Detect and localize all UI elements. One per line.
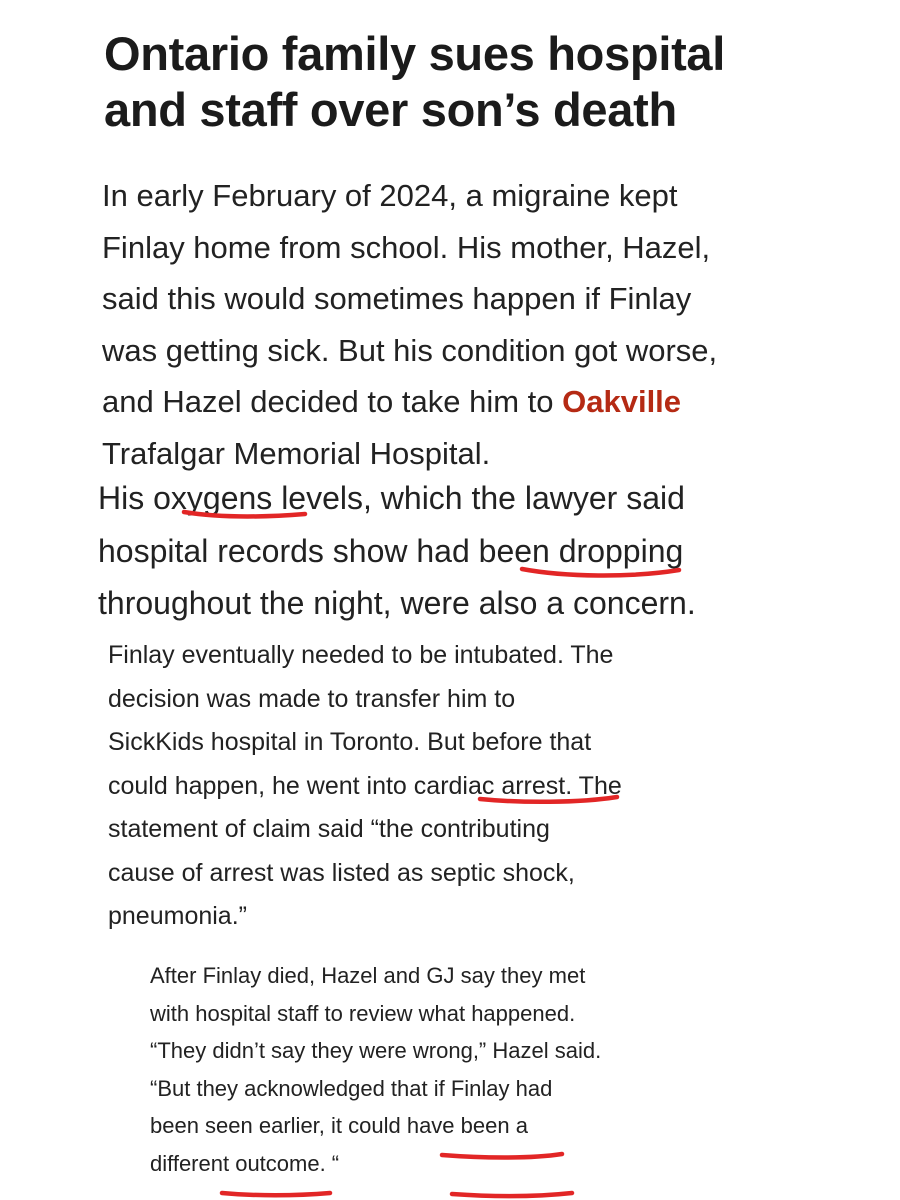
paragraph-2 (98, 472, 696, 630)
paragraph-4 (150, 957, 601, 1182)
paragraph-3-line: decision was made to transfer him to (108, 684, 516, 713)
paragraph-1-line-text: and Hazel decided to take him to (102, 384, 563, 419)
paragraph-1-line: said this would sometimes happen if Finlay (102, 281, 692, 316)
paragraph-3-line: SickKids hospital in Toronto. But before that (108, 728, 592, 756)
paragraph-4-line: different outcome. “ (150, 1150, 340, 1176)
paragraph-1-line: Trafalgar Memorial Hospital. (102, 435, 491, 471)
paragraph-4-line: “They didn’t say they were wrong,” Hazel said. (150, 1038, 602, 1063)
underline-fragment-left (222, 1193, 330, 1195)
oakville-link[interactable]: Oakville (562, 384, 682, 419)
paragraph-4-line: After Finlay died, Hazel and GJ say they met (150, 963, 586, 988)
paragraph-1-line (102, 376, 717, 428)
paragraph-4-line: with hospital staff to review what happened. (150, 1000, 576, 1026)
underline-fragment-right (452, 1193, 572, 1196)
paragraph-1-line: In early February of 2024, a migraine kept (102, 178, 678, 213)
paragraph-3-line: cause of arrest was listed as septic shock, (108, 858, 575, 887)
paragraph-2-line: throughout the night, were also a concern. (98, 585, 696, 621)
paragraph-2-line: His oxygens levels, which the lawyer said (98, 480, 685, 516)
paragraph-3 (108, 634, 622, 939)
paragraph-3-line: pneumonia.” (108, 902, 247, 930)
paragraph-1 (102, 170, 717, 479)
paragraph-3-line: could happen, he went into cardiac arrest. The (108, 771, 622, 800)
headline-line-2: and staff over son’s death (104, 83, 677, 136)
paragraph-2-line: hospital records show had been dropping (98, 532, 684, 569)
headline-line-1: Ontario family sues hospital (104, 27, 726, 80)
paragraph-4-line: “But they acknowledged that if Finlay had (150, 1075, 553, 1101)
paragraph-1-line: Finlay home from school. His mother, Hazel, (102, 229, 711, 265)
paragraph-4-line: been seen earlier, it could have been a (150, 1113, 528, 1138)
article-headline (104, 26, 804, 138)
paragraph-1-line: was getting sick. But his condition got worse, (102, 332, 718, 368)
paragraph-3-line: Finlay eventually needed to be intubated. The (108, 641, 614, 669)
paragraph-3-line: statement of claim said “the contributing (108, 815, 550, 843)
